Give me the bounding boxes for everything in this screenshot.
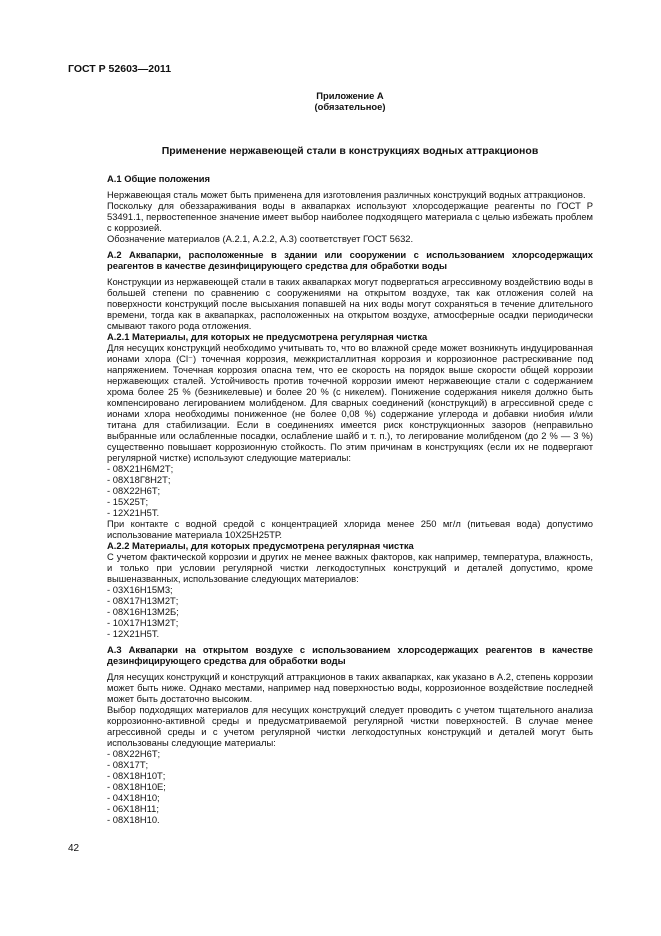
page-body (107, 90, 593, 825)
section-a21-para-1: Для несущих конструкций необходимо учитывать то, что во влажной среде может возникнуть индуцированная ионами хлора (Cl⁻) точечная коррозия, межкристаллитная коррозия и коррозионное растрескивание под напряжением. Точечная коррозия опасна тем, что ее скорость на порядок выше скорости общей коррозии нержавеющих сталей. Устойчивость против точечной коррозии имеют нержавеющие стали с содержанием хрома более 25 % (безникелевые) и более 20 % (с никелем). Понижение содержания никеля должно быть компенсировано легированием молибденом. Для сварных соединений (конструкций) в агрессивной среде с ионами хлора необходимы пониженное (не более 0,08 %) содержание углерода и добавки ниобия и/или титана для стабилизации. Если в соединениях имеется риск конструкционных зазоров (неправильно выбранные или ослабленные посадки, ослабление шайб и т. п.), то легирование молибденом (до 2 % — 3 %) существенно повышает коррозионную стойкость. По этим причинам в конструкциях (если их не подвергают регулярной чистке) используют следующие материалы: (107, 342, 593, 463)
document-header: ГОСТ Р 52603—2011 (68, 63, 172, 75)
section-a22-para-1: С учетом фактической коррозии и других не менее важных факторов, как например, температура, влажность, и только при условии регулярной чистки легкодоступных конструкций и деталей допустимо, кроме вышеназванных, использование следующих материалов: (107, 551, 593, 584)
page-number: 42 (68, 843, 80, 854)
list-item: - 03Х16Н15М3; (107, 584, 173, 595)
section-a1-para-2: Поскольку для обеззараживания воды в аквапарках используют хлорсодержащие реагенты по ГОСТ Р 53491.1, первостепенное значение имеет выбор наиболее подходящего материала с целью избежать проблем с коррозией. (107, 200, 593, 233)
list-item: - 06Х18Н11; (107, 803, 159, 814)
section-a22-heading: А.2.2 Материалы, для которых предусмотрена регулярная чистка (107, 540, 414, 551)
section-a2-heading: А.2 Аквапарки, расположенные в здании или сооружении с использованием хлорсодержащих реагентов в качестве дезинфицирующего средства для обработки воды (107, 249, 593, 271)
list-item: - 08Х22Н6Т; (107, 748, 161, 759)
list-item: - 04Х18Н10; (107, 792, 160, 803)
list-item: - 12Х21Н5Т. (107, 507, 160, 518)
list-item: - 15Х25Т; (107, 496, 149, 507)
annex-block (107, 90, 593, 112)
section-a1-heading: А.1 Общие положения (107, 173, 210, 184)
list-item: - 08Х18Г8Н2Т; (107, 474, 171, 485)
list-item: - 08Х17Н13М2Т; (107, 595, 179, 606)
list-item: - 08Х22Н6Т; (107, 485, 161, 496)
section-a1-para-3: Обозначение материалов (А.2.1, А.2.2, А.3) соответствует ГОСТ 5632. (107, 233, 414, 244)
list-item: - 08Х18Н10Е; (107, 781, 166, 792)
section-a1-para-1: Нержавеющая сталь может быть применена для изготовления различных конструкций водных аттракционов. (107, 189, 586, 200)
material-list-a21 (107, 463, 593, 518)
annex-status: (обязательное) (314, 101, 386, 112)
section-a21-heading: А.2.1 Материалы, для которых не предусмотрена регулярная чистка (107, 331, 428, 342)
list-item: - 08Х17Т; (107, 759, 149, 770)
material-list-a22 (107, 584, 593, 639)
section-a3-para-1: Для несущих конструкций и конструкций аттракционов в таких аквапарках, как указано в А.2, степень коррозии может быть ниже. Однако местами, например над поверхностью воды, коррозионное воздействие последней может быть достаточно высоким. (107, 671, 593, 704)
section-a21-para-2: При контакте с водной средой с концентрацией хлорида менее 250 мг/л (питьевая вода) допустимо использование материала 10Х25Н25ТР. (107, 518, 593, 540)
annex-subtitle: Применение нержавеющей стали в конструкциях водных аттракционов (161, 145, 539, 157)
list-item: - 12Х21Н5Т. (107, 628, 160, 639)
list-item: - 08Х18Н10Т; (107, 770, 166, 781)
section-a3-heading: А.3 Аквапарки на открытом воздухе с использованием хлорсодержащих реагентов в качестве дезинфицирующего средства для обработки воды (107, 644, 593, 666)
list-item: - 08Х18Н10. (107, 814, 160, 825)
section-a3-para-2: Выбор подходящих материалов для несущих конструкций следует проводить с учетом тщательного анализа коррозионно-активной среды и предусматриваемой регулярной чистки поверхностей. В случае менее агрессивной среды и с учетом регулярной чистки легкодоступных конструкций и деталей могут быть использованы следующие материалы: (107, 704, 593, 748)
annex-title: Приложение А (316, 90, 384, 101)
list-item: - 08Х16Н13М2Б; (107, 606, 179, 617)
section-a2-para-1: Конструкции из нержавеющей стали в таких аквапарках могут подвергаться агрессивному воздействию воды в большей степени по сравнению с сооружениями на открытом воздухе, так как отложения солей на поверхности конструкций после высыхания попавшей на них воды могут сохраняться в течение длительного времени, тогда как в аквапарках, расположенных на открытом воздухе, атмосферные осадки периодически смывают такого рода отложения. (107, 276, 593, 331)
list-item: - 08Х21Н6М2Т; (107, 463, 174, 474)
material-list-a3 (107, 748, 593, 825)
list-item: - 10Х17Н13М2Т; (107, 617, 179, 628)
